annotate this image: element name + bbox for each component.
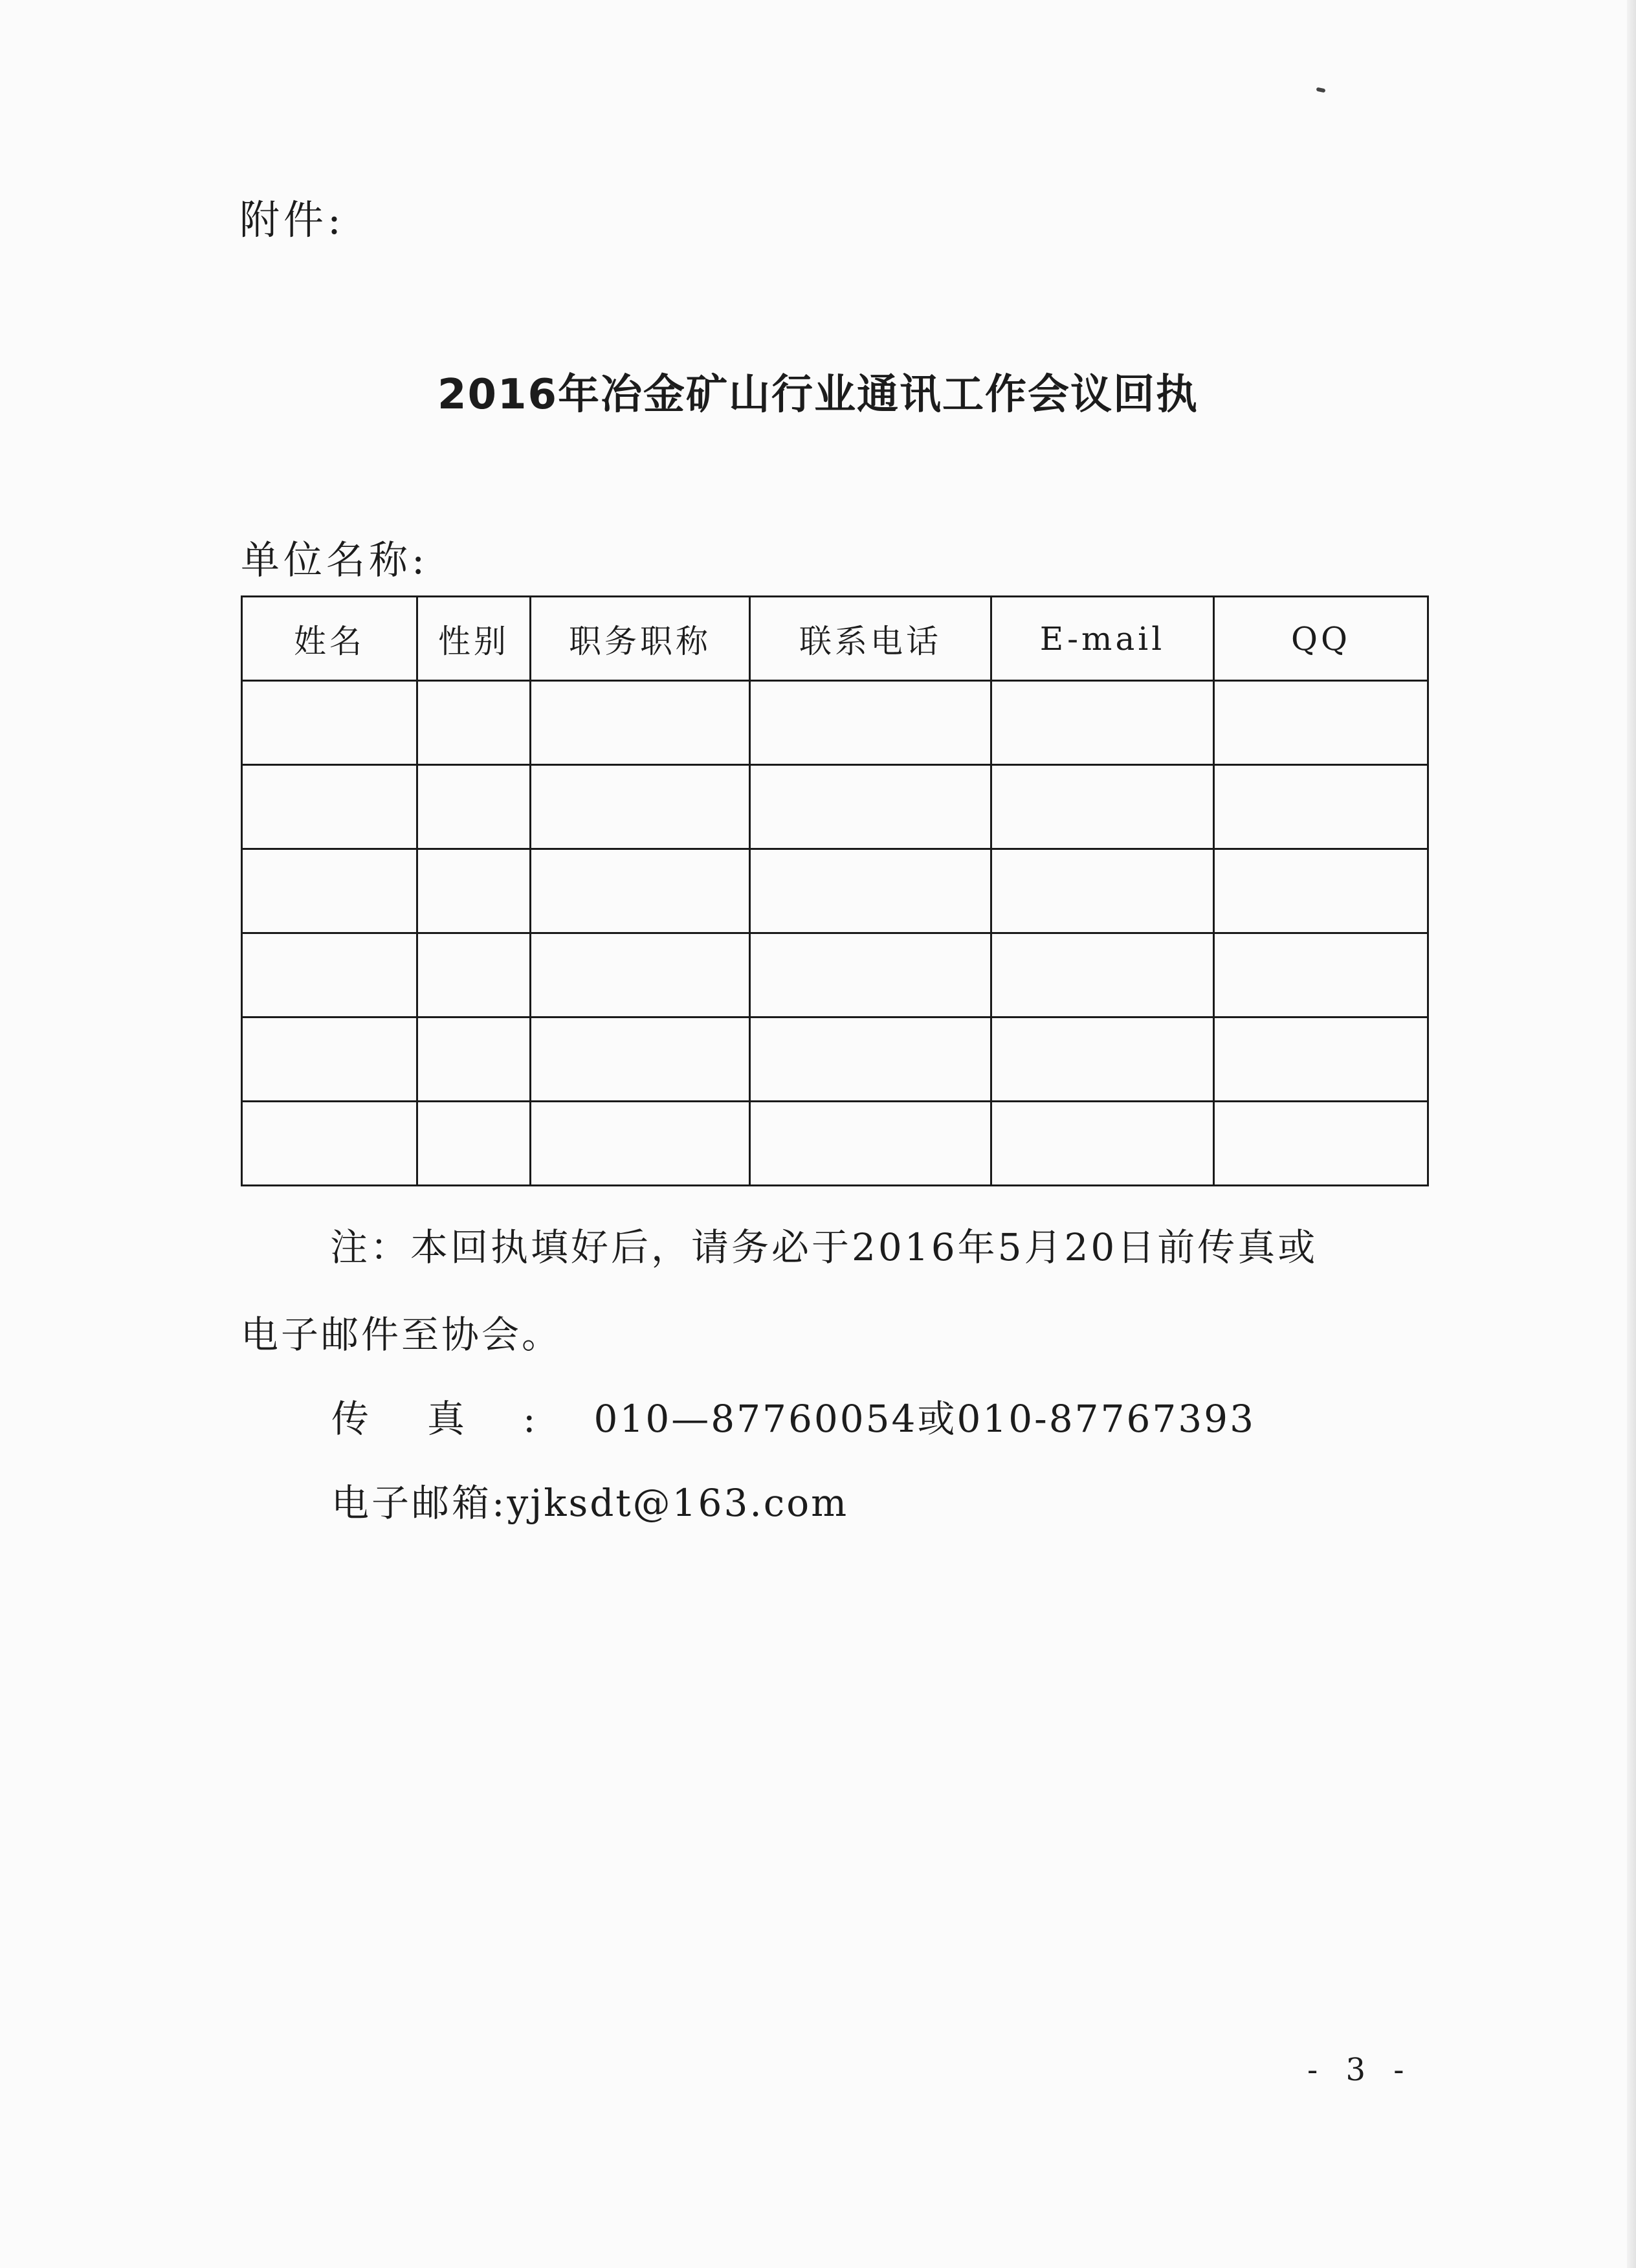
table-cell[interactable] <box>1214 1102 1428 1186</box>
scan-speck <box>1316 87 1326 93</box>
header-email: E-mail <box>991 597 1214 681</box>
page-number: - 3 - <box>1307 2052 1413 2088</box>
table-cell[interactable] <box>750 849 991 933</box>
table-cell[interactable] <box>750 1017 991 1102</box>
table-row <box>242 765 1428 849</box>
note-line-2: 电子邮件至协会。 <box>241 1313 562 1357</box>
table-body <box>242 681 1428 1186</box>
table-cell[interactable] <box>242 765 417 849</box>
table-cell[interactable] <box>750 681 991 765</box>
table-cell[interactable] <box>531 849 750 933</box>
table-cell[interactable] <box>991 1102 1214 1186</box>
table-cell[interactable] <box>750 765 991 849</box>
table-cell[interactable] <box>991 849 1214 933</box>
table-cell[interactable] <box>242 933 417 1017</box>
table-cell[interactable] <box>417 765 531 849</box>
table-cell[interactable] <box>1214 849 1428 933</box>
table-cell[interactable] <box>417 681 531 765</box>
table-cell[interactable] <box>242 849 417 933</box>
table-row <box>242 681 1428 765</box>
table-cell[interactable] <box>991 1017 1214 1102</box>
fax-label: 传真: <box>331 1397 594 1441</box>
email-value: yjksdt@163.com <box>507 1481 849 1525</box>
table-cell[interactable] <box>1214 1017 1428 1102</box>
table-cell[interactable] <box>531 933 750 1017</box>
table-cell[interactable] <box>417 1102 531 1186</box>
unit-name-label: 单位名称: <box>241 538 429 583</box>
table-cell[interactable] <box>242 1102 417 1186</box>
note-line-1: 注：本回执填好后，请务必于2016年5月20日前传真或 <box>330 1225 1318 1269</box>
table-header-row <box>242 597 1428 681</box>
header-gender: 性别 <box>417 597 531 681</box>
table-cell[interactable] <box>991 765 1214 849</box>
header-position-title: 职务职称 <box>531 597 750 681</box>
table-cell[interactable] <box>750 1102 991 1186</box>
table-cell[interactable] <box>417 849 531 933</box>
table-cell[interactable] <box>1214 681 1428 765</box>
table-row <box>242 1102 1428 1186</box>
table-cell[interactable] <box>242 681 417 765</box>
table-cell[interactable] <box>1214 933 1428 1017</box>
table-cell[interactable] <box>417 1017 531 1102</box>
table-cell[interactable] <box>991 933 1214 1017</box>
attachment-label: 附件: <box>239 196 345 243</box>
header-name: 姓名 <box>242 597 417 681</box>
table-cell[interactable] <box>242 1017 417 1102</box>
fax-value: 010—87760054或010-87767393 <box>593 1397 1255 1441</box>
header-qq: QQ <box>1214 597 1428 681</box>
fax-row <box>331 1388 1255 1443</box>
table-row <box>242 1017 1428 1102</box>
table-cell[interactable] <box>991 681 1214 765</box>
table-row <box>242 933 1428 1017</box>
email-label: 电子邮箱: <box>331 1481 507 1525</box>
table-cell[interactable] <box>531 681 750 765</box>
table-cell[interactable] <box>531 1017 750 1102</box>
table-row <box>242 849 1428 933</box>
table-cell[interactable] <box>750 933 991 1017</box>
document-title: 2016年冶金矿山行业通讯工作会议回执 <box>437 371 1199 419</box>
reply-table <box>241 595 1429 1186</box>
email-row <box>331 1473 848 1527</box>
table-cell[interactable] <box>531 765 750 849</box>
header-phone: 联系电话 <box>750 597 991 681</box>
table-cell[interactable] <box>1214 765 1428 849</box>
table-cell[interactable] <box>531 1102 750 1186</box>
scan-edge-shadow <box>1627 0 1636 2268</box>
table-cell[interactable] <box>417 933 531 1017</box>
